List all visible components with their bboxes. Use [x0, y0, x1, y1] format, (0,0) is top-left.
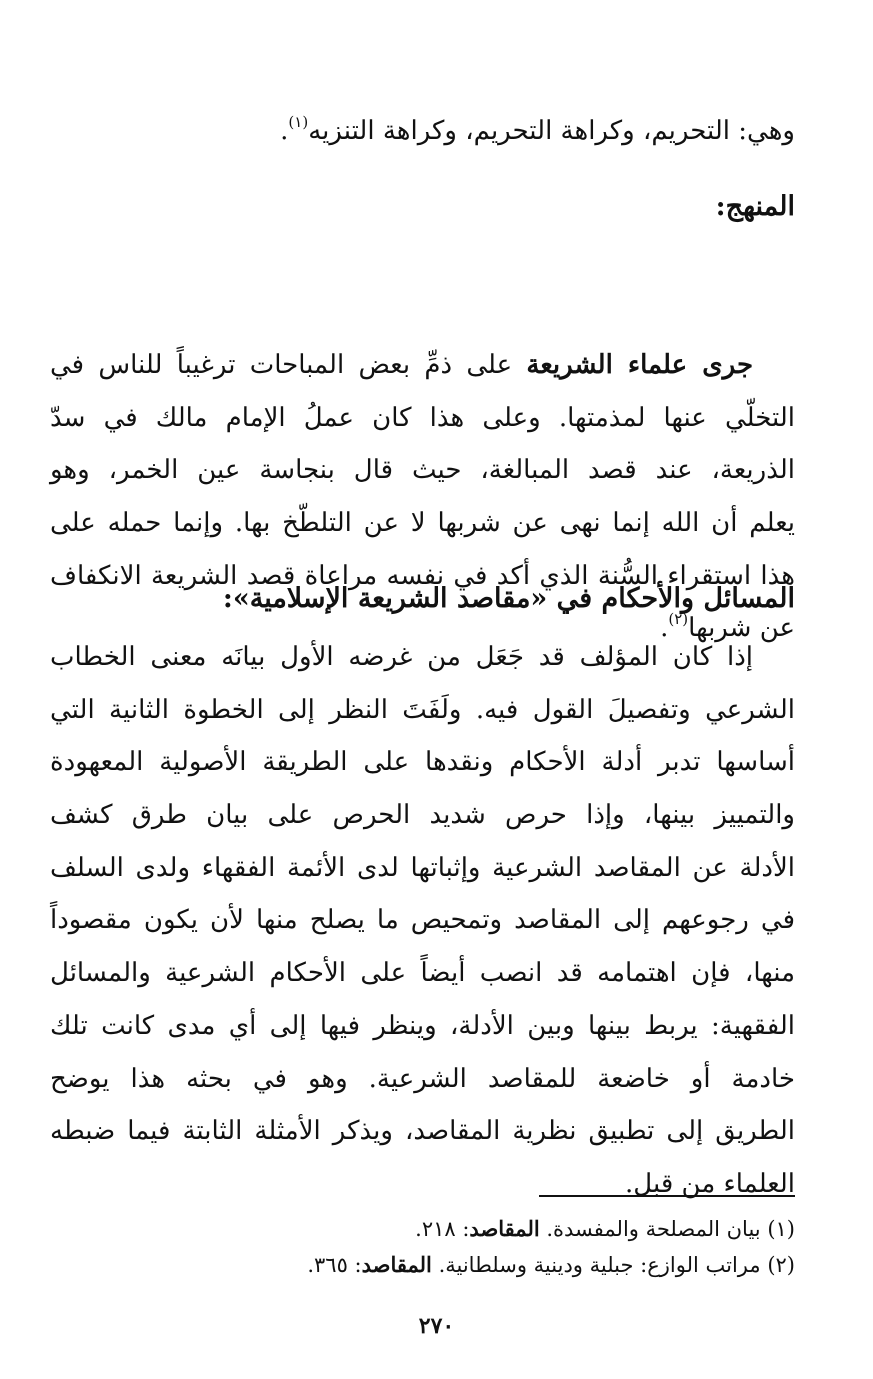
- page-number: ٢٧٠: [418, 1313, 455, 1339]
- footnote-1: [95, 1211, 795, 1247]
- section-heading-manhaj: المنهج:: [715, 191, 795, 222]
- footnote-source-label: المقاصد: [361, 1252, 432, 1277]
- intro-line: [50, 105, 795, 157]
- paragraph-line: الطريق إلى تطبيق نظرية المقاصد، ويذكر الأمثلة الثابتة فيما ضبطه: [50, 1116, 795, 1147]
- paragraph-line: والتمييز بينها، وإذا حرص شديد الحرص على بيان طرق كشف: [50, 800, 795, 831]
- paragraph-line: التخلّي عنها لمذمتها. وعلى هذا كان عملُ الإمام مالك في سدّ: [50, 402, 795, 433]
- paragraph-line: العلماء من قبل.: [625, 1168, 795, 1199]
- paragraph-line: الذريعة، عند قصد المبالغة، حيث قال بنجاسة عين الخمر، وهو: [50, 455, 795, 486]
- paragraph-masail: [50, 631, 795, 1211]
- paragraph-line: [50, 339, 795, 392]
- footnote-text: مراتب الوازع: جبلية ودينية وسلطانية.: [431, 1253, 768, 1277]
- footnote-source-label: المقاصد: [469, 1216, 540, 1241]
- paragraph-line: في رجوعهم إلى المقاصد وتمحيص ما يصلح منها لأن يكون مقصوداً: [50, 905, 795, 936]
- paragraph-line: يعلم أن الله إنما نهى عن شربها لا عن التلطّخ بها. وإنما حمله على: [50, 508, 795, 539]
- paragraph-line: هذا استقراء السُّنة الذي أكد في نفسه مراعاة قصد الشريعة الانكفاف: [50, 560, 795, 591]
- paragraph-line: الشرعي وتفصيلَ القول فيه. ولَفَتَ النظر إلى الخطوة الثانية التي: [50, 694, 795, 725]
- footnote-source-ref: : ٣٦٥.: [307, 1253, 362, 1277]
- paragraph-line: إذا كان المؤلف قد جَعَل من غرضه الأول بيانَه معنى الخطاب: [50, 642, 753, 672]
- section-heading-masail: المسائل والأحكام في «مقاصد الشريعة الإسلامية»:: [222, 583, 795, 614]
- footnote-2: [95, 1247, 795, 1283]
- footnote-marker: (١): [767, 1217, 795, 1241]
- line-text: على ذمِّ بعض المباحات ترغيباً للناس في: [50, 350, 527, 380]
- footnotes: [95, 1211, 795, 1283]
- intro-tail: .: [280, 116, 289, 146]
- paragraph-line: الأدلة عن المقاصد الشرعية وإثباتها لدى الأئمة الفقهاء ولدى السلف: [50, 852, 795, 883]
- paragraph-line: خادمة أو خاضعة للمقاصد الشرعية. وهو في بحثه هذا يوضح: [50, 1063, 795, 1094]
- paragraph-line: أساسها تدبر أدلة الأحكام ونقدها على الطريقة الأصولية المعهودة: [50, 747, 795, 778]
- paragraph-line: الفقهية: يربط بينها وبين الأدلة، وينظر فيها إلى أي مدى كانت تلك: [50, 1010, 795, 1041]
- footnote-source-ref: : ٢١٨.: [415, 1217, 470, 1241]
- footnote-marker-2: (٢): [668, 610, 689, 629]
- footnote-marker: (٢): [767, 1253, 795, 1277]
- footnote-divider: [539, 1195, 795, 1197]
- footnote-text: بيان المصلحة والمفسدة.: [539, 1217, 768, 1241]
- paragraph-line: منها، فإن اهتمامه قد انصب أيضاً على الأحكام الشرعية والمسائل: [50, 958, 795, 989]
- line-tail: .: [660, 613, 669, 644]
- footnote-marker-1: (١): [288, 113, 309, 131]
- bold-phrase: جرى علماء الشريعة: [526, 350, 754, 380]
- intro-text: وهي: التحريم، وكراهة التحريم، وكراهة التنزيه: [308, 116, 795, 146]
- line-text: عن شربها: [688, 613, 795, 644]
